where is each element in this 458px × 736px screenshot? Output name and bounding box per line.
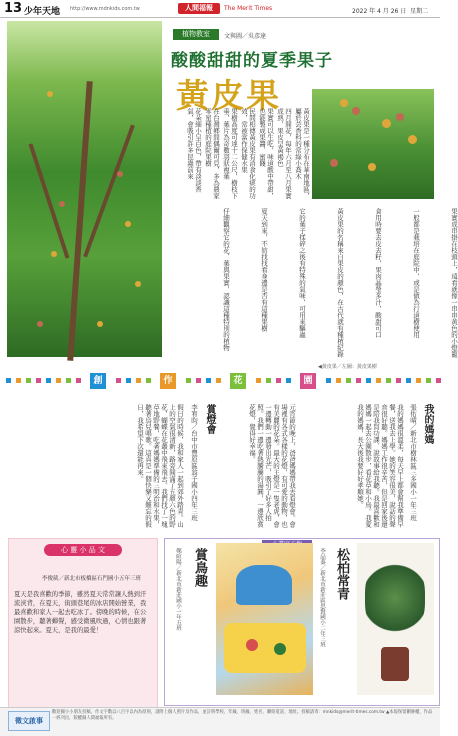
band-dot [266, 378, 271, 383]
birdwatching-drawing [216, 543, 313, 695]
band-dot [146, 378, 151, 383]
band-dot [346, 378, 351, 383]
article-column: 花朵細小呈白色，帶有淡淡香氣，會吸引許多昆蟲前來 [186, 108, 202, 193]
band-dot [396, 378, 401, 383]
band-label: 園 [300, 373, 316, 389]
band-dot [76, 378, 81, 383]
piece-title-lantern: 賞燈會 [204, 404, 215, 434]
band-dot [426, 378, 431, 383]
band-dot [186, 378, 191, 383]
band-dot [326, 378, 331, 383]
site-url[interactable]: http://www.mdnkids.com.tw [70, 6, 140, 12]
newspaper-logo-en: The Merit Times [224, 5, 273, 12]
article-title: 酸酸甜甜的夏季果子 [171, 51, 333, 71]
band-dot [416, 378, 421, 383]
page-number: 13 [4, 1, 23, 16]
band-dot [336, 378, 341, 383]
photo-caption: ◀黃皮果／左圖：黃皮果樹 [318, 364, 377, 370]
submission-notice-logo: 徵文啟事 [8, 711, 50, 731]
little-essay-heading: 心 靈 小 品 文 [44, 544, 122, 556]
issue-date: 2022 年 4 月 26 日 星期二 [352, 8, 429, 15]
header-divider [0, 17, 440, 18]
band-dot [366, 378, 371, 383]
art-author-pine: 李品蓁／新北市新莊區思賢國小二年三班 [319, 548, 325, 647]
band-dot [386, 378, 391, 383]
band-dot [36, 378, 41, 383]
article-column: 民間相傳黃皮果有消食化痰的功效，常被當作保健水果 [240, 108, 256, 199]
article-column: 果實成串掛在枝頭上，遠看就像一串串黃色的小燈籠 [450, 208, 458, 358]
piece-author-lantern: 李宥昀／台中市豐原區翁子國小四年三班 [190, 404, 198, 521]
article-column: 仔細觀察它的花、葉與果實，認識這種特別的植物 [222, 208, 230, 351]
section-title: 少年天地 [24, 7, 61, 17]
article-main-title: 黃皮果 [176, 76, 281, 115]
art-title-birds: 賞鳥趣 [192, 548, 207, 587]
article-column: 黃皮果是一種分布在華南地區，屬於芸香科的常綠小喬木 [294, 108, 310, 199]
band-dot [116, 378, 121, 383]
article-column: 它的葉子揉碎之後有特殊的氣味，可用來驅蟲 [298, 208, 306, 338]
band-label: 創 [90, 373, 106, 389]
article-byline: 文與圖／吳彥達 [224, 33, 267, 40]
little-essay-author: 李俊葳／新北市板橋區石門國小五年三班 [42, 576, 142, 582]
pine-drawing [357, 543, 434, 695]
article-column: 果實可以生吃，味道酸中帶甜，也能製成果醬、蜜餞 [258, 108, 274, 199]
piece-author-mom: 張佑晴／新北市樹林區三多國小一年三班 [409, 404, 417, 521]
article-column: 果樹高度可達十二公尺，樹枝下垂，葉片為奇數羽狀複葉 [222, 108, 238, 199]
art-title-pine: 松柏常青 [334, 548, 349, 600]
band-dot [286, 378, 291, 383]
article-column: 四月開花，每年六月至八月果實成熟，果皮呈黃褐色 [276, 108, 292, 199]
article-column: 黃皮果的名稱來自果皮的顏色，在古代就有種植紀錄 [336, 208, 344, 358]
column-tag: 植物教室 [173, 29, 219, 40]
band-dot [66, 378, 71, 383]
article-column: 在台灣鄉間偶爾可見，多為農家零星種植的庭院果樹 [204, 108, 220, 199]
article-column: 食用時要去皮去籽，果肉晶瑩多汁，酸甜可口 [374, 208, 382, 338]
band-dot [56, 378, 61, 383]
band-dot [206, 378, 211, 383]
newspaper-logo: 人間福報 [178, 3, 220, 14]
piece-title-mom: 我的媽媽 [422, 404, 433, 444]
band-dot [46, 378, 51, 383]
band-label: 花 [230, 373, 246, 389]
art-author-birds: 鄭暄陽／新北市新莊國小一年五班 [175, 548, 181, 631]
band-dot [126, 378, 131, 383]
band-dot [26, 378, 31, 383]
band-dot [16, 378, 21, 383]
band-dot [196, 378, 201, 383]
band-dot [136, 378, 141, 383]
little-essay-text: 夏天是我喜歡的季節，雖然夏天常常讓人熱到汗流浹背，在夏天，街頭巷尾的冰店開始營業，我最喜歡和家人一起去吃冰了。傍晚的時候，在公園散步，聽著蟬聲，感受微風吹過，心情也跟著涼快起來。夏天，是我的最愛！ [14, 591, 147, 634]
band-dot [436, 378, 441, 383]
band-dot [406, 378, 411, 383]
wampee-fruit-photo [312, 89, 434, 199]
band-dot [356, 378, 361, 383]
piece-text-lantern: 元宵節的晚上，爸爸媽媽帶我去看燈會。會場裡有各式各樣的花燈，有可愛的動物，也有美麗的花朵。最大的主燈是一隻老虎，會一邊轉動一邊發出光芒，吸引了好多人拍照。我們一邊吃著熱騰騰的湯圓，一邊欣賞花燈，覺得好幸福。 [248, 404, 296, 528]
article-column: 夏天到來，不妨找找看身邊是否有這種果樹 [260, 208, 268, 332]
band-dot [376, 378, 381, 383]
article-column: 一般都是栽培在庭院中，或是做為行道樹使用 [412, 208, 420, 338]
band-dot [276, 378, 281, 383]
band-label: 作 [160, 373, 176, 389]
piece-text-mom: 我的媽媽很溫柔，每天早上都會幫我準備早餐，送我去上學。她的笑容很美，說話的聲音很好聽。媽媽工作很辛苦，但是回家後還是陪我寫功課、說故事給我聽。我最喜歡和媽媽一起去公園散步，看花草和小鳥。我愛我的媽媽，長大後我要好好孝順她。 [356, 404, 404, 528]
band-dot [256, 378, 261, 383]
piece-text-outing: 假日的時候，我和家人一起到郊外踏青。山上的空氣很清新，路旁開滿了五顏六色的野花，蝴蝶在花叢中飛來飛去。我們找了一塊草地野餐，吃著媽媽準備的三明治和水果，聽著鳥兒唱歌。這真是一個快樂又難忘的假日，我希望下次還能再來。 [136, 404, 184, 528]
band-dot [6, 378, 11, 383]
submission-notice-text: 歡迎國小小朋友投稿，作文字數以八百字以內為原則，請附上個人照片及作品，並註明學校、年級、班級、姓名、聯絡電話、地址。投稿請寄：mnkids@merit-times.com.tw ▲本報保留刪修權，作品一經刊出，版權歸人間福報所有。 [52, 710, 433, 721]
band-dot [216, 378, 221, 383]
longan-tree-photo [7, 21, 162, 357]
